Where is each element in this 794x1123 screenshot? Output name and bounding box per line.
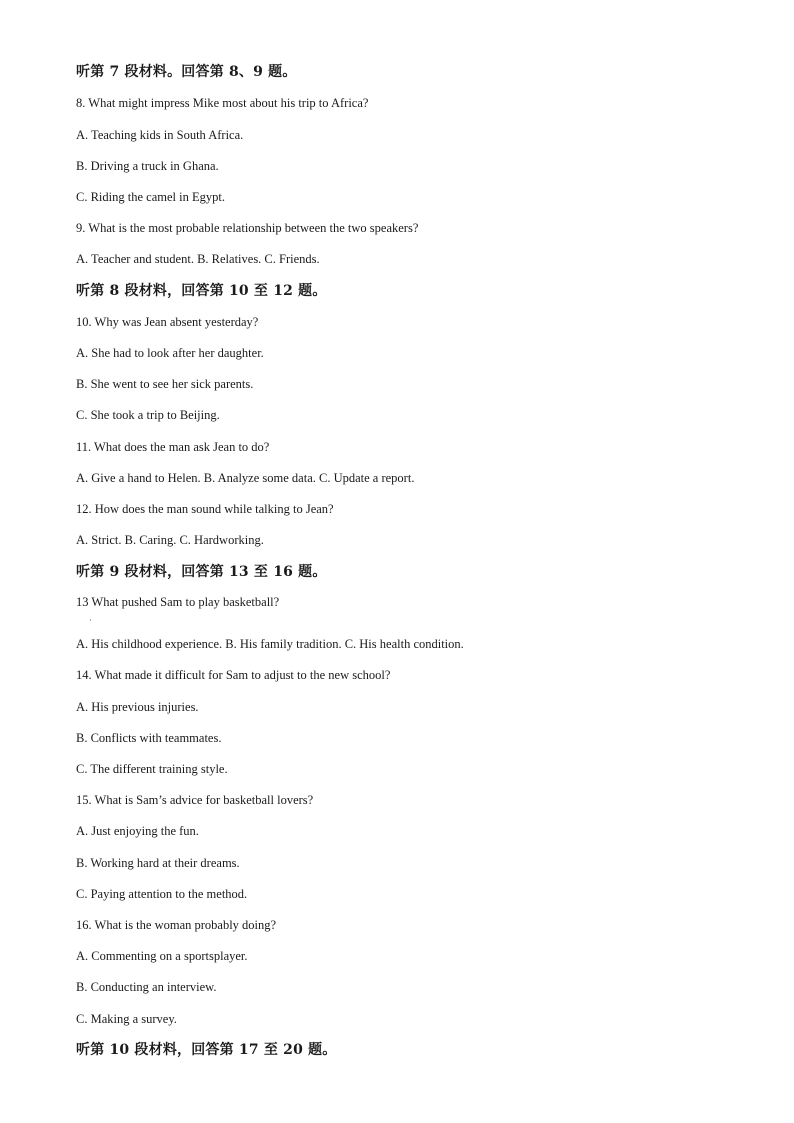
option-14c: C. The different training style. — [76, 762, 228, 776]
options-12: A. Strict. B. Caring. C. Hardworking. — [76, 533, 264, 547]
option-15c: C. Paying attention to the method. — [76, 887, 248, 901]
section-heading-7: 听第 7 段材料。回答第 8、9 题。 — [76, 64, 297, 80]
question-9: 9. What is the most probable relationship between the two speakers? — [76, 221, 419, 235]
stray-dot-mark: · — [89, 615, 92, 625]
question-8: 8. What might impress Mike most about his trip to Africa? — [76, 96, 369, 110]
options-9: A. Teacher and student. B. Relatives. C. Friends. — [76, 252, 320, 266]
option-8b: B. Driving a truck in Ghana. — [76, 159, 219, 173]
section-heading-8: 听第 8 段材料，回答第 10 至 12 题。 — [76, 283, 327, 299]
section-heading-10: 听第 10 段材料，回答第 17 至 20 题。 — [76, 1042, 337, 1058]
question-16: 16. What is the woman probably doing? — [76, 918, 277, 932]
option-10a: A. She had to look after her daughter. — [76, 346, 264, 360]
option-8c: C. Riding the camel in Egypt. — [76, 190, 225, 204]
option-15b: B. Working hard at their dreams. — [76, 856, 240, 870]
question-10: 10. Why was Jean absent yesterday? — [76, 315, 259, 329]
options-13: A. His childhood experience. B. His family tradition. C. His health condition. — [76, 637, 464, 651]
question-13: 13 What pushed Sam to play basketball? — [76, 595, 280, 609]
options-11: A. Give a hand to Helen. B. Analyze some data. C. Update a report. — [76, 471, 415, 485]
question-12: 12. How does the man sound while talking to Jean? — [76, 502, 334, 516]
option-14b: B. Conflicts with teammates. — [76, 731, 222, 745]
question-14: 14. What made it difficult for Sam to adjust to the new school? — [76, 668, 391, 682]
option-10b: B. She went to see her sick parents. — [76, 377, 254, 391]
question-15: 15. What is Sam’s advice for basketball lovers? — [76, 793, 314, 807]
option-16a: A. Commenting on a sportsplayer. — [76, 949, 248, 963]
section-heading-9: 听第 9 段材料，回答第 13 至 16 题。 — [76, 564, 327, 580]
option-14a: A. His previous injuries. — [76, 700, 199, 714]
question-11: 11. What does the man ask Jean to do? — [76, 440, 270, 454]
option-16b: B. Conducting an interview. — [76, 980, 217, 994]
option-10c: C. She took a trip to Beijing. — [76, 408, 220, 422]
option-15a: A. Just enjoying the fun. — [76, 824, 199, 838]
option-16c: C. Making a survey. — [76, 1012, 177, 1026]
option-8a: A. Teaching kids in South Africa. — [76, 128, 244, 142]
